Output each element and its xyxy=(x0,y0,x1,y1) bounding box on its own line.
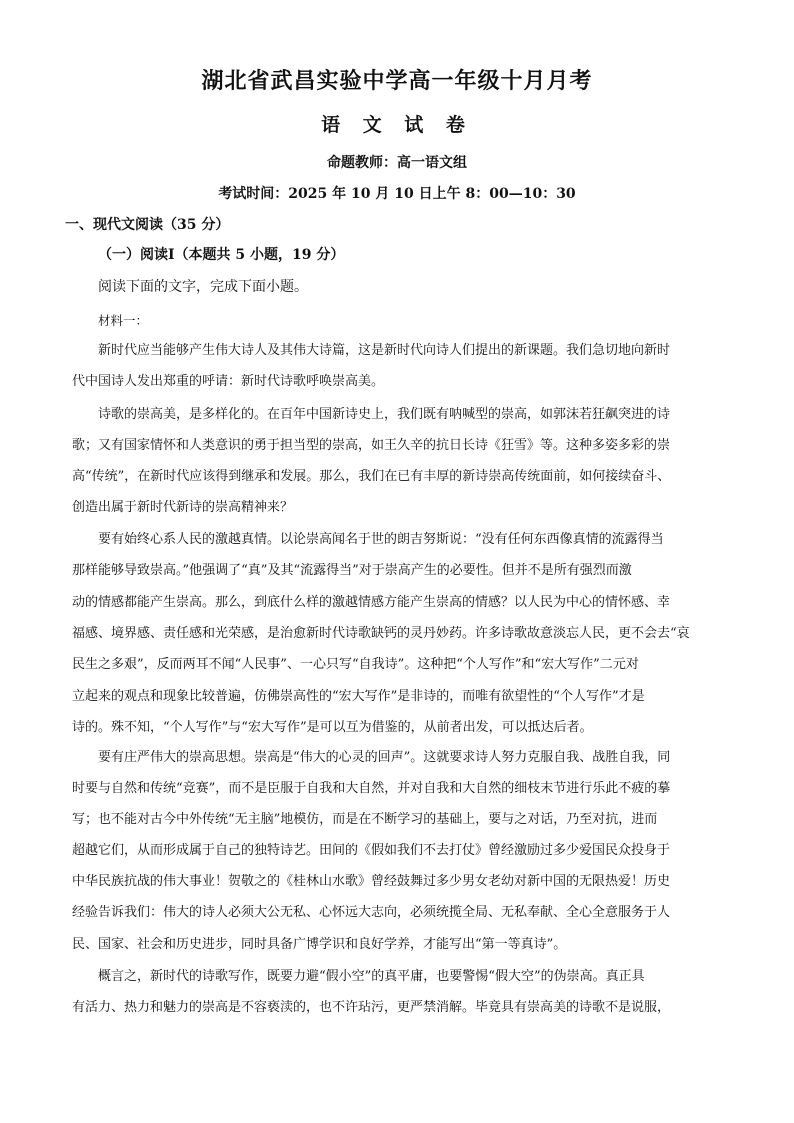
section-heading: 一、现代文阅读（35 分） xyxy=(65,217,230,233)
reading-instruction: 阅读下面的文字，完成下面小题。 xyxy=(98,279,308,295)
body-line: 超越它们，从而形成属于自己的独特诗艺。田间的《假如我们不去打仗》曾经激励过多少爱国民众投身于 xyxy=(72,843,671,858)
body-line: 新时代应当能够产生伟大诗人及其伟大诗篇，这是新时代向诗人们提出的新课题。我们急切地向新时 xyxy=(98,343,671,358)
body-line: 代中国诗人发出郑重的呼请：新时代诗歌呼唤崇高美。 xyxy=(72,374,385,389)
body-line: 立起来的观点和现象比较普遍，仿佛崇高性的“宏大写作”是非诗的，而唯有欲望性的“个人写作”才是 xyxy=(72,689,645,704)
exam-subtitle: 语 文 试 卷 xyxy=(321,114,473,136)
body-line: 福感、境界感、责任感和光荣感，是治愈新时代诗歌缺钙的灵丹妙药。许多诗歌故意淡忘人民，更不会去“哀 xyxy=(72,626,690,641)
material-label: 材料一： xyxy=(98,313,149,328)
body-line: 有活力、热力和魅力的崇高是不容亵渎的，也不许玷污，更严禁消解。毕竟具有崇高美的诗歌不是说服， xyxy=(72,1000,671,1015)
body-line: 中华民族抗战的伟大事业！贺敬之的《桂林山水歌》曾经鼓舞过多少男女老幼对新中国的无限热爱！历史 xyxy=(72,874,671,889)
body-line: 高“传统”，在新时代应该得到继承和发展。那么，我们在已有丰厚的新诗崇高传统面前，如何接续奋斗、 xyxy=(72,469,671,484)
body-line: 时要与自然和传统“竞赛”，而不是臣服于自我和大自然，并对自我和大自然的细枝末节进行乐此不疲的摹 xyxy=(72,781,671,796)
body-line: 动的情感都能产生崇高。那么，到底什么样的激越情感方能产生崇高的情感？以人民为中心的情怀感、幸 xyxy=(72,595,671,610)
exam-setter: 命题教师：高一语文组 xyxy=(327,155,467,171)
body-line: 诗的。殊不知，“个人写作”与“宏大写作”是可以互为借鉴的，从前者出发，可以抵达后者。 xyxy=(72,720,593,735)
body-line: 民生之多艰”，反而两耳不闻“人民事”、一心只写“自我诗”。这种把“个人写作”和“宏大写作”二元对 xyxy=(72,657,639,672)
body-line: 歌；又有国家情怀和人类意识的勇于担当型的崇高，如王久辛的抗日长诗《狂雪》等。这种多姿多彩的崇 xyxy=(72,438,671,453)
body-line: 创造出属于新时代新诗的崇高精神来？ xyxy=(72,500,294,515)
body-line: 概言之，新时代的诗歌写作，既要力避“假小空”的真平庸，也要警惕“假大空”的伪崇高。真正具 xyxy=(98,969,645,984)
body-line: 要有始终心系人民的激越真情。以论崇高闻名于世的朗吉努斯说：“没有任何东西像真情的流露得当 xyxy=(98,532,664,547)
body-line: 写；也不能对古今中外传统“无主脑”地模仿，而是在不断学习的基础上，要与之对话，乃至对抗，进而 xyxy=(72,812,658,827)
body-line: 经验告诉我们：伟大的诗人必须大公无私、心怀远大志向，必须统揽全局、无私奉献、全心全意服务于人 xyxy=(72,905,671,920)
body-line: 诗歌的崇高美，是多样化的。在百年中国新诗史上，我们既有呐喊型的崇高，如郭沫若狂飙突进的诗 xyxy=(98,407,671,422)
body-line: 那样能够导致崇高。”他强调了“真”及其“流露得当”对于崇高产生的必要性。但并不是所有强烈而激 xyxy=(72,563,632,578)
body-line: 要有庄严伟大的崇高思想。崇高是“伟大的心灵的回声”。这就要求诗人努力克服自我、战胜自我，同 xyxy=(98,750,671,765)
exam-title: 湖北省武昌实验中学高一年级十月月考 xyxy=(201,68,593,94)
exam-time: 考试时间：2025 年 10 月 10 日上午 8：00—10：30 xyxy=(218,186,576,202)
subsection-heading: （一）阅读Ⅰ（本题共 5 小题，19 分） xyxy=(98,247,345,263)
body-line: 民、国家、社会和历史进步，同时具备广博学识和良好学养，才能写出“第一等真诗”。 xyxy=(72,937,567,952)
